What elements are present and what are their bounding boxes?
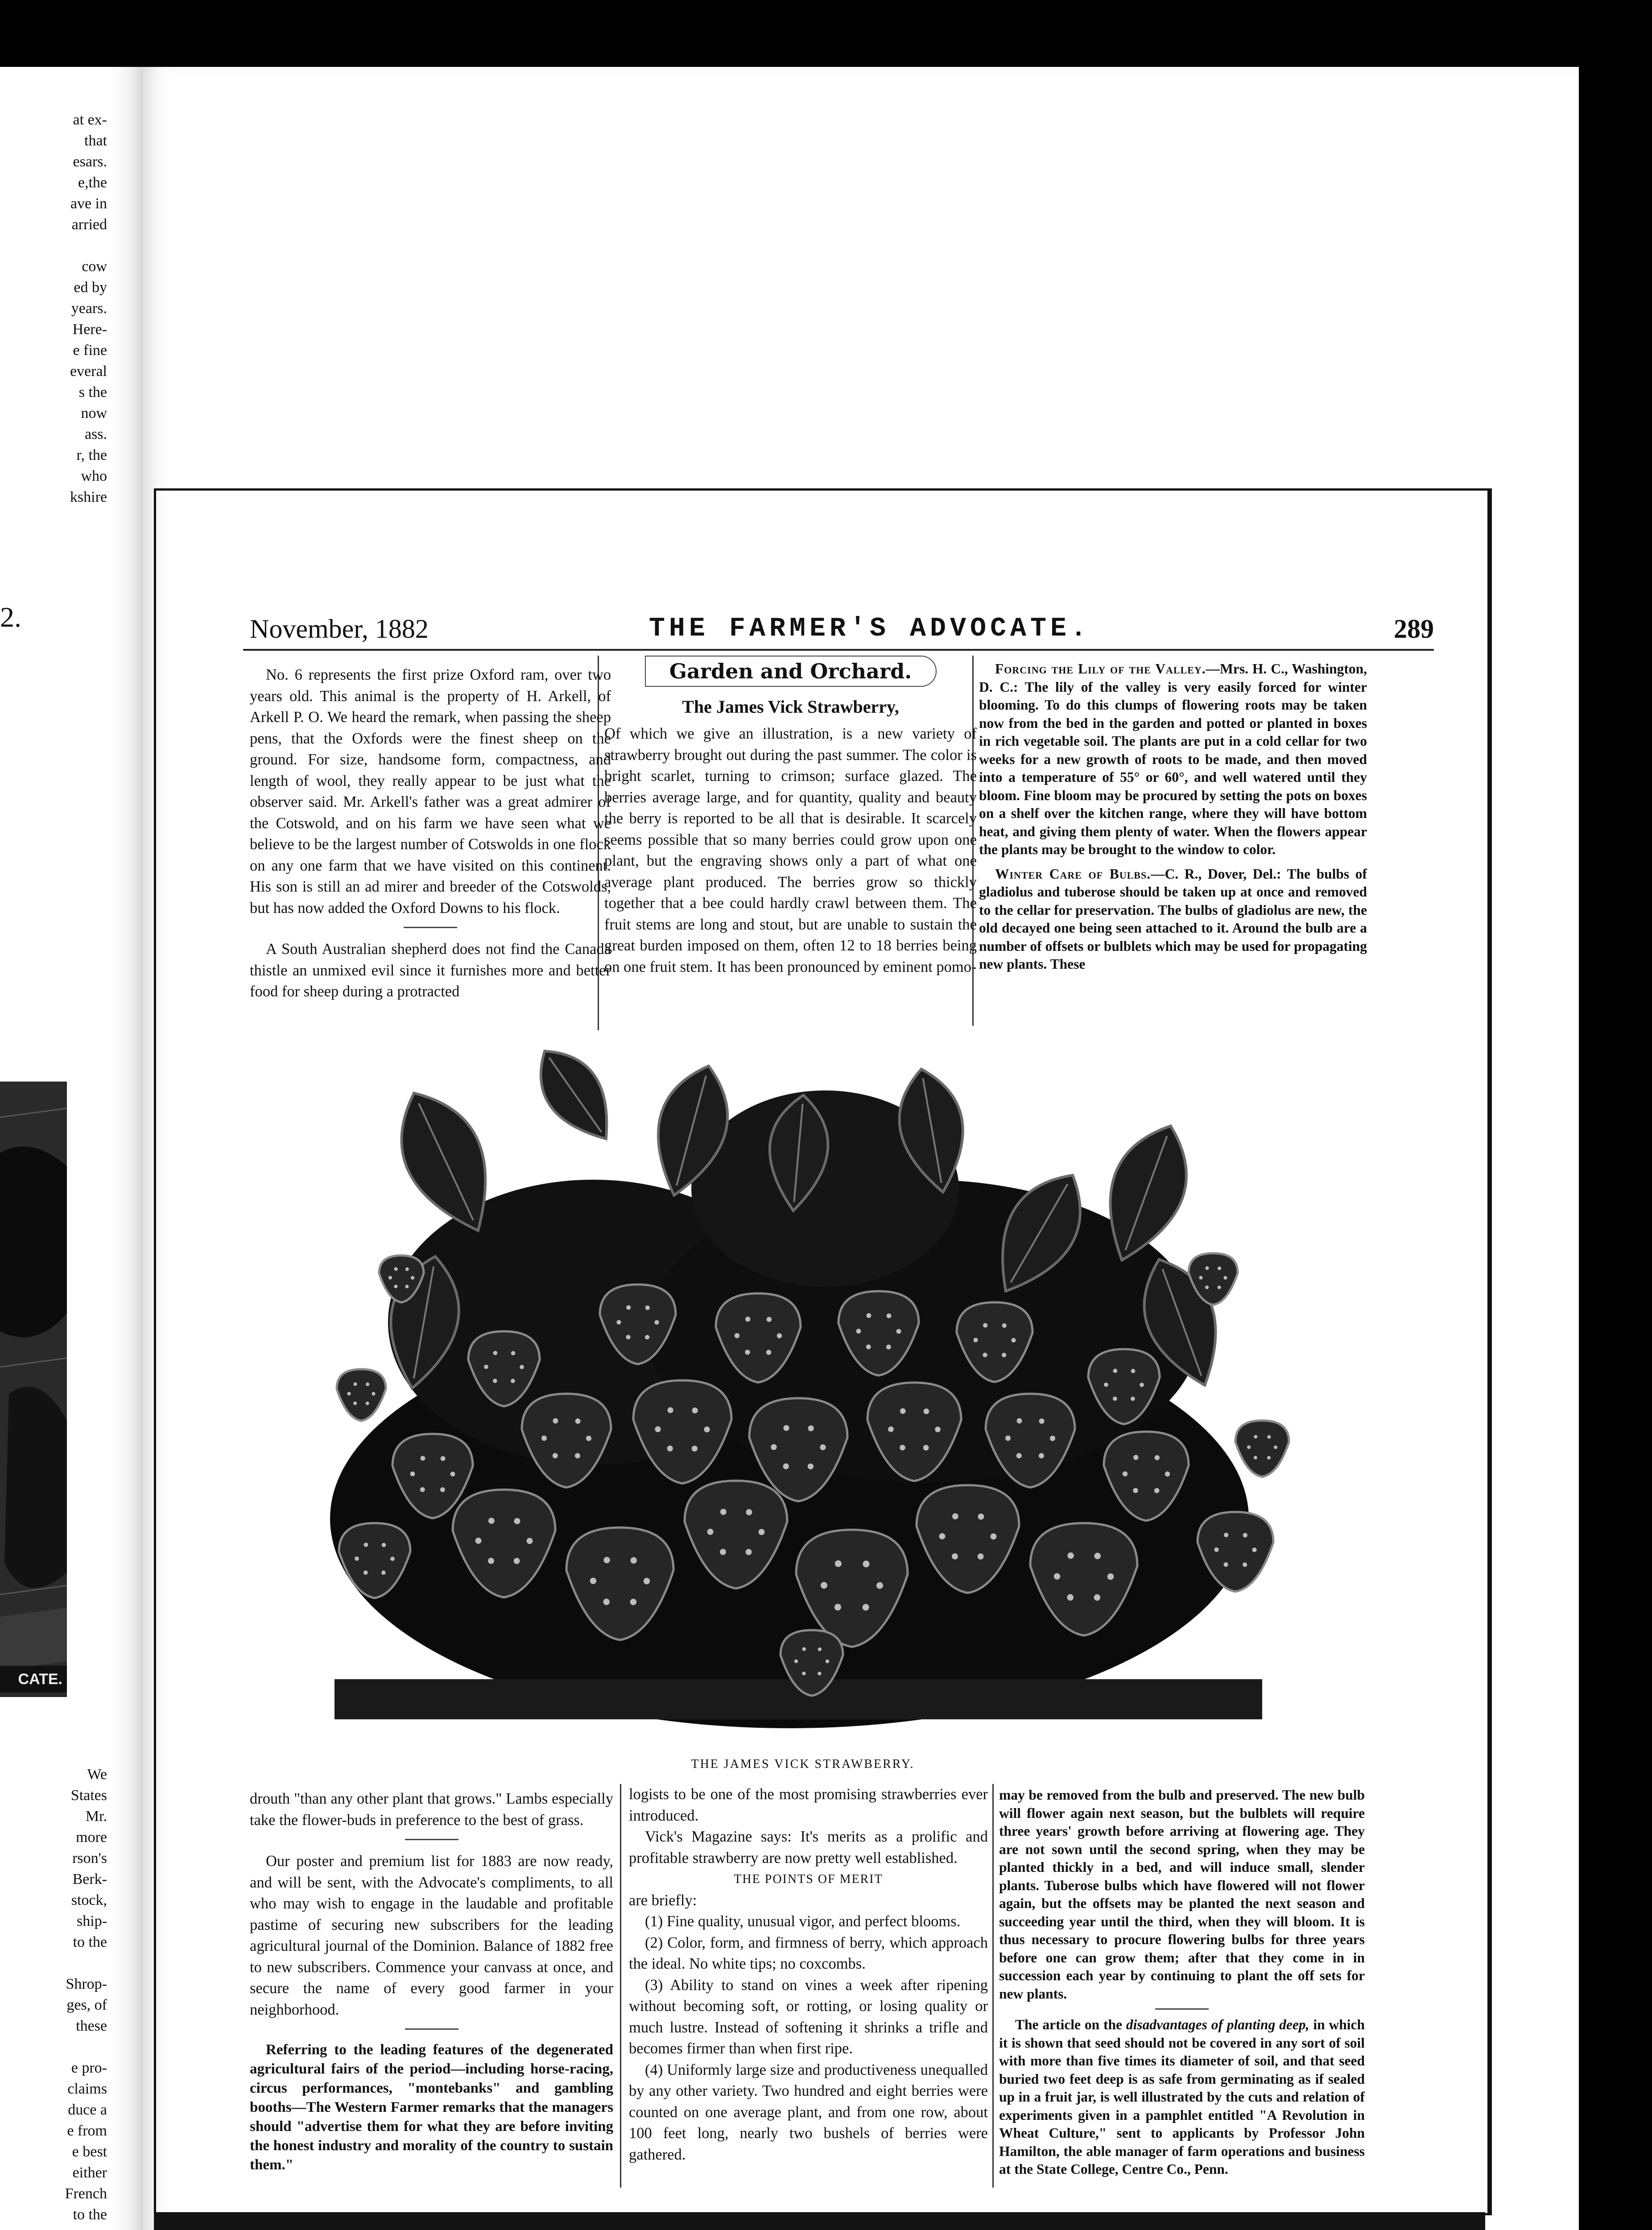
berry-seed xyxy=(631,1557,637,1563)
left-page-line: r, the xyxy=(76,447,107,463)
berry-seed xyxy=(735,1333,739,1338)
berry-seed xyxy=(355,1557,359,1561)
left-page-line: to the xyxy=(73,2206,107,2223)
berry-seed xyxy=(924,1408,929,1414)
berry-seed xyxy=(645,1305,650,1310)
berry-seed xyxy=(488,1558,494,1564)
column-rule xyxy=(620,1784,621,2188)
berry-seed xyxy=(983,1353,987,1357)
berry-seed xyxy=(766,1350,771,1355)
left-page-line: e from xyxy=(67,2123,107,2139)
left-page-line: cow xyxy=(82,258,107,275)
berry-seed xyxy=(1274,1445,1277,1449)
page-frame-shadow xyxy=(154,2212,1485,2230)
section-divider xyxy=(405,2028,458,2030)
berry-seed xyxy=(1133,1488,1138,1493)
berry-seed xyxy=(952,1553,958,1560)
promising-paragraph: logists to be one of the most promising strawberries ever introduced. xyxy=(629,1786,988,1824)
berry-seed xyxy=(366,1401,369,1405)
berry-seed xyxy=(364,1543,368,1547)
berry-seed xyxy=(1224,1533,1228,1537)
book-edge xyxy=(1579,0,1652,2230)
berry-seed xyxy=(354,1382,357,1386)
issue-date: November, 1882 xyxy=(250,614,429,644)
left-page-line: Berk- xyxy=(72,1871,107,1887)
berry-seed xyxy=(372,1392,376,1396)
left-page-line: to the xyxy=(73,1934,107,1950)
berry-seed xyxy=(1094,1594,1100,1601)
berry-seed xyxy=(1267,1435,1271,1439)
left-page-number-fragment: 2. xyxy=(0,601,21,633)
left-page-line: years. xyxy=(71,300,107,317)
left-page-line: e fine xyxy=(73,342,107,359)
berry-seed xyxy=(876,1582,883,1589)
berry-seed xyxy=(818,1672,821,1675)
masthead xyxy=(250,611,1434,647)
left-page-cut-label: CATE. xyxy=(0,1666,67,1693)
berry-seed xyxy=(1131,1369,1136,1373)
berry-seed xyxy=(410,1471,415,1476)
berry-seed xyxy=(826,1660,829,1663)
berry-seed xyxy=(759,1529,765,1535)
berry-seed xyxy=(887,1313,892,1318)
berry-seed xyxy=(603,1557,610,1563)
australian-shepherd-paragraph: A South Australian shepherd does not find the Canada thistle an unmixed evil since it furnishes more and better food for sheep during a protracted xyxy=(250,941,611,1000)
left-page-line: Mr. xyxy=(85,1808,107,1825)
left-page-line: We xyxy=(87,1766,107,1783)
left-page-line: ges, of xyxy=(66,1997,107,2013)
column-bulb-notes xyxy=(979,660,1367,974)
bulbs-paragraph: —C. R., Dover, Del.: The bulbs of gladiolus and tuberose should be taken up at once and removed to the cellar for preservation. The bulbs of gladiolus are new, the old decayed one being seen attached to it. Around the bulb are a number of offsets or bulblets which may be used for propagating new plants. These xyxy=(979,866,1367,972)
berry-seed xyxy=(745,1317,750,1321)
left-page-line: stock, xyxy=(71,1892,107,1908)
berry-seed xyxy=(603,1598,610,1605)
berry-seed xyxy=(1002,1323,1007,1328)
berry-seed xyxy=(1113,1369,1118,1373)
berry-seed xyxy=(900,1445,905,1450)
left-page-line: more xyxy=(76,1829,107,1846)
berry-seed xyxy=(783,1425,789,1431)
berry-seed xyxy=(1218,1285,1221,1289)
berry-seed xyxy=(802,1647,806,1651)
oxford-ram-paragraph: No. 6 represents the first prize Oxford ram, over two years old. This animal is the property of H. Arkell, of Arkell P. O. We heard the remark, when passing the sheep pens, that the Oxfords were the finest sheep on the ground. For size, handsome form, compactness, and length of wool, they really appear to be just what the observer said. Mr. Arkell's father was a great admirer of the Cotswold, and on his farm we have seen what we believe to be the largest number of Cotswolds in one flock on any one farm that we have visited on this continent. His son is still an ad mirer and breeder of the Cotswolds, but has now added the Oxford Downs to his flock. xyxy=(250,666,611,917)
strawberry-leaf xyxy=(523,1046,628,1154)
engraving-fragment-svg xyxy=(0,1082,67,1697)
left-page-line: s the xyxy=(78,384,107,401)
vicks-magazine-paragraph: Vick's Magazine says: It's merits as a prolific and profitable strawberry are now pretty well established. xyxy=(629,1828,988,1867)
berry-seed xyxy=(835,1560,842,1567)
berry-seed xyxy=(575,1418,581,1424)
berry-seed xyxy=(746,1509,752,1516)
berry-seed xyxy=(1005,1436,1011,1441)
bulbs-heading: Winter Care of Bulbs. xyxy=(995,866,1151,882)
berry-seed xyxy=(411,1276,414,1280)
berry-seed xyxy=(818,1648,822,1651)
illustration-caption: THE JAMES VICK STRAWBERRY. xyxy=(691,1757,915,1771)
berry-seed xyxy=(1267,1456,1271,1459)
left-page-line: e best xyxy=(72,2143,107,2160)
berry-seed xyxy=(420,1487,425,1492)
berry-seed xyxy=(488,1518,495,1524)
berry-seed xyxy=(867,1313,871,1318)
left-page-line: claims xyxy=(67,2081,107,2097)
column-points-of-merit xyxy=(629,1784,988,2165)
berry-seed xyxy=(616,1320,621,1325)
berry-seed xyxy=(1133,1455,1138,1460)
berry-seed xyxy=(363,1570,368,1575)
berry-seed xyxy=(863,1604,869,1611)
left-page-line: arried xyxy=(71,216,107,233)
berry-seed xyxy=(1131,1396,1135,1401)
berry-seed xyxy=(900,1408,906,1414)
left-page-line: Here- xyxy=(72,321,107,338)
berry-seed xyxy=(707,1529,714,1535)
berry-seed xyxy=(939,1533,946,1540)
berry-seed xyxy=(441,1456,446,1461)
berry-seed xyxy=(667,1407,673,1413)
berry-seed xyxy=(541,1436,547,1441)
berry-seed xyxy=(1016,1418,1022,1424)
left-page-line: ship- xyxy=(77,1913,107,1929)
berry-seed xyxy=(654,1320,659,1325)
berry-seed xyxy=(1123,1471,1127,1476)
left-page-line: who xyxy=(81,468,107,484)
berry-seed xyxy=(484,1365,488,1369)
page-gutter xyxy=(112,67,143,2230)
berry-seed xyxy=(808,1463,814,1469)
berry-seed xyxy=(866,1345,871,1350)
berry-seed xyxy=(821,1582,827,1589)
berry-seed xyxy=(1206,1266,1209,1270)
strawberry-plant-illustration xyxy=(254,1046,1334,1759)
drouth-paragraph: drouth "than any other plant that grows." Lambs especially take the flower-buds in preference to the best of grass. xyxy=(250,1790,613,1829)
berry-seed xyxy=(511,1351,516,1355)
berry-seed xyxy=(1104,1383,1108,1387)
berry-seed xyxy=(381,1570,386,1575)
berry-seed xyxy=(366,1383,369,1386)
berry-seed xyxy=(630,1599,636,1605)
berry-seed xyxy=(1214,1548,1218,1552)
left-page-line: ass. xyxy=(84,426,107,442)
berry-seed xyxy=(1067,1594,1074,1600)
berry-seed xyxy=(856,1329,861,1334)
berry-seed xyxy=(645,1335,649,1339)
left-page-line: kshire xyxy=(70,489,107,505)
berry-seed xyxy=(388,1276,392,1280)
berry-seed xyxy=(1016,1453,1022,1458)
berry-seed xyxy=(1254,1456,1257,1459)
berry-seed xyxy=(952,1513,958,1520)
strawberry-fruit xyxy=(337,1369,386,1421)
berry-seed xyxy=(1050,1436,1055,1441)
planting-deep-paragraph: The article on the disadvantages of planting deep, in which it is shown that seed should not be covered in any sort of soil with more than five times its diameter of soil, and that seed buried two feet deep is as safe from germinating as if sealed up in a fruit jar, is well illustrated by the cuts and relation of experiments given in a pamphlet entitled "A Revolution in Wheat Culture," sent to applicants by Professor John Hamilton, the able manager of farm operations and business at the State College, Centre Co., Penn. xyxy=(999,2017,1365,2177)
berry-seed xyxy=(1011,1338,1016,1342)
berry-seed xyxy=(493,1351,498,1355)
berry-seed xyxy=(973,1338,978,1342)
berry-seed xyxy=(347,1392,351,1396)
left-page-engraving-fragment xyxy=(0,1082,67,1697)
strawberry-fruit xyxy=(1235,1421,1289,1477)
section-divider xyxy=(404,927,457,928)
berry-seed xyxy=(1247,1445,1251,1449)
berry-seed xyxy=(421,1456,425,1461)
berry-seed xyxy=(1205,1285,1209,1289)
berry-seed xyxy=(1243,1562,1247,1567)
left-page-line: e,the xyxy=(78,174,107,191)
berry-seed xyxy=(405,1285,409,1288)
lily-heading: Forcing the Lily of the Valley. xyxy=(995,661,1206,677)
strawberry-engraving xyxy=(254,1046,1334,1759)
berry-seed xyxy=(888,1426,894,1432)
berry-seed xyxy=(991,1533,997,1540)
berry-seed xyxy=(794,1660,798,1663)
left-page-line xyxy=(0,1953,107,1974)
berry-seed xyxy=(802,1672,805,1675)
lily-paragraph: —Mrs. H. C., Washington, D. C.: The lily of the valley is very easily forced for winter blooming. To do this clumps of flowering roots may be taken now from the bed in the garden and potted or planted in boxes in rich vegetable soil. The plants are put in a cold cellar for two weeks for a new growth of roots to be made, and then moved into a temperature of 55° or 60°, and well watered until they bloom. Fine bloom may be procured by setting the pots on boxes on a shelf over the kitchen range, where they will have bottom heat, and giving them plenty of water. When the flowers appear the plants may be brought to the window to color. xyxy=(979,661,1367,857)
left-page-text-top xyxy=(0,109,107,508)
berry-seed xyxy=(626,1335,630,1339)
berry-seed xyxy=(394,1284,397,1288)
berry-seed xyxy=(590,1578,596,1584)
berry-seed xyxy=(783,1463,789,1469)
berry-seed xyxy=(390,1557,395,1561)
berry-seed xyxy=(1223,1562,1228,1567)
merit-item-1: (1) Fine quality, unusual vigor, and perfect blooms. xyxy=(645,1913,961,1930)
berry-seed xyxy=(1067,1553,1074,1559)
berry-seed xyxy=(808,1425,814,1431)
berry-seed xyxy=(1252,1548,1256,1552)
berry-seed xyxy=(511,1379,515,1383)
section-divider xyxy=(405,1839,458,1840)
left-page-line: rson's xyxy=(72,1850,107,1867)
berry-seed xyxy=(405,1268,409,1271)
berry-seed xyxy=(644,1578,650,1584)
berry-seed xyxy=(520,1365,524,1369)
berry-seed xyxy=(692,1408,698,1413)
berry-seed xyxy=(1054,1573,1060,1579)
left-page-line: everal xyxy=(70,363,107,380)
left-page-line: esars. xyxy=(73,153,107,170)
berry-seed xyxy=(886,1345,891,1350)
left-page-line xyxy=(0,2036,107,2057)
berry-seed xyxy=(440,1487,445,1492)
left-page-line: now xyxy=(81,405,107,421)
strawberry-intro-paragraph: Of which we give an illustration, is a new variety of strawberry brought out during the past summer. The color is bright scarlet, turning to crimson; surface glazed. The berries average large, and for quantity, quality and beauty the berry is reported to be all that is desirable. It scarcely seems possible that so many berries could grow upon one plant, but the engraving shows only a part of what one average plant produced. The berries grow so thickly together that a bee could hardly crawl between them. The fruit stems are long and stout, but are unable to sustain the great burden imposed on them, often 12 to 18 berries being on one fruit stem. It has been pronounced by eminent pomo- xyxy=(604,725,977,975)
berry-seed xyxy=(553,1453,558,1458)
premium-list-paragraph: Our poster and premium list for 1883 are now ready, and will be sent, with the Advocate's compliments, to all who may wish to engage in the laudable and profitable pastime of securing new subscribers for the leading agricultural journal of the Dominion. Balance of 1882 free to new subscribers. Commence your canvass at once, and secure the name of every good farmer in your neighborhood. xyxy=(250,1853,613,2018)
berry-seed xyxy=(353,1401,357,1405)
berry-seed xyxy=(1243,1533,1247,1537)
bulbs-continued-paragraph: may be removed from the bulb and preserved. The new bulb will flower again next season, but the bulblets will require three years' growth before arriving at flowering age. They are not sown until the second spring, when they may be planted thickly in a bed, and will induce small, slender plants. Tuberose bulbs which have flowered will not flower again, but the offsets may be planted the next season and succeeding year until the third, when they will bloom. It is thus necessary to procure flowering bulbs for three years before one can grow them; after that they come in in succession each year by continuing to plant the off sets for new plants. xyxy=(999,1787,1365,2002)
left-page-line: these xyxy=(76,2018,107,2034)
berry-seed xyxy=(1155,1455,1160,1460)
berry-seed xyxy=(1154,1488,1159,1493)
column-rule xyxy=(992,1784,994,2188)
berry-seed xyxy=(923,1445,929,1451)
fairs-paragraph: Referring to the leading features of the degenerated agricultural fairs of the period—including horse-racing, circus performances, "montebanks" and gambling booths—The Western Farmer remarks that the managers should "advertise them for what they are before inviting the honest industry and morality of the country to sustain them." xyxy=(250,2042,613,2173)
berry-seed xyxy=(820,1444,826,1450)
section-divider xyxy=(1155,2008,1209,2010)
berry-seed xyxy=(978,1553,984,1560)
left-page-line: States xyxy=(70,1787,107,1804)
berry-seed xyxy=(1199,1276,1203,1280)
berry-seed xyxy=(777,1333,782,1338)
merit-item-4: (4) Uniformly large size and productiveness unequalled by any other variety. Two hundred and eight berries were counted on one average plant, and from one row, about 100 feet long, nearly two bushels of berries were gathered. xyxy=(629,2061,988,2163)
berry-seed xyxy=(745,1350,750,1355)
berry-seed xyxy=(767,1317,772,1322)
berry-seed xyxy=(553,1418,558,1424)
berry-seed xyxy=(1002,1353,1006,1357)
left-page-text-bottom xyxy=(0,1764,107,2225)
berry-seed xyxy=(626,1305,631,1310)
column-advocate-notes xyxy=(250,1788,613,2175)
berry-seed xyxy=(1039,1418,1045,1424)
berry-seed xyxy=(586,1436,591,1441)
berry-seed xyxy=(720,1509,727,1515)
masthead-rule xyxy=(243,649,1434,651)
berry-seed xyxy=(978,1514,984,1520)
article-title: The James Vick Strawberry, xyxy=(682,697,899,717)
column-sheep-notes xyxy=(250,665,611,1003)
berry-seed xyxy=(394,1267,398,1271)
berry-seed xyxy=(1107,1573,1114,1580)
left-page-line xyxy=(0,235,107,256)
left-page-line: e pro- xyxy=(71,2060,107,2076)
berry-seed xyxy=(1094,1553,1101,1559)
berry-seed xyxy=(720,1549,726,1555)
berry-seed xyxy=(1218,1267,1221,1270)
berry-seed xyxy=(746,1549,752,1555)
newspaper-title: THE FARMER'S ADVOCATE. xyxy=(648,614,1091,644)
berry-seed xyxy=(1113,1396,1117,1401)
page-number: 289 xyxy=(1394,614,1434,644)
berry-seed xyxy=(1165,1471,1170,1476)
berry-seed xyxy=(834,1604,841,1611)
berry-seed xyxy=(1224,1276,1227,1280)
berry-seed xyxy=(667,1445,673,1451)
left-page-line: at ex- xyxy=(73,112,107,128)
berry-seed xyxy=(704,1426,710,1432)
berry-seed xyxy=(527,1538,533,1544)
left-page-line: French xyxy=(65,2185,107,2202)
berry-seed xyxy=(1039,1453,1044,1458)
berry-seed xyxy=(771,1444,776,1450)
berry-seed xyxy=(896,1329,901,1334)
berry-seed xyxy=(575,1453,580,1458)
left-page-line: either xyxy=(72,2164,107,2181)
berry-seed xyxy=(1140,1383,1144,1387)
berry-seed xyxy=(935,1427,941,1433)
berry-seed xyxy=(514,1558,520,1564)
berry-seed xyxy=(692,1445,698,1451)
berry-seed xyxy=(493,1379,497,1383)
points-of-merit-subhead: THE POINTS OF MERIT xyxy=(734,1872,883,1886)
merit-item-2: (2) Color, form, and firmness of berry, which approach the ideal. No white tips; no coxcombs. xyxy=(629,1934,988,1972)
section-heading: Garden and Orchard. xyxy=(645,656,937,687)
left-page-line: ed by xyxy=(74,279,107,296)
left-page-line: Shrop- xyxy=(66,1976,107,1992)
column-bulbs-continued xyxy=(999,1786,1365,2179)
berry-seed xyxy=(382,1543,386,1547)
column-strawberry-article xyxy=(604,656,977,978)
left-page-line: duce a xyxy=(68,2102,107,2118)
berry-seed xyxy=(475,1538,482,1544)
berry-seed xyxy=(863,1561,870,1567)
briefly-line: are briefly: xyxy=(629,1891,697,1909)
berry-seed xyxy=(450,1472,455,1477)
left-page-line: ave in xyxy=(70,195,107,212)
berry-seed xyxy=(655,1426,661,1432)
merit-item-3: (3) Ability to stand on vines a week after ripening without becoming soft, or rotting, or losing quality or much lustre. Instead of softening it shrinks a trifle and becomes firmer than when first ripe. xyxy=(629,1976,988,2057)
berry-seed xyxy=(1254,1435,1257,1438)
left-page-line: that xyxy=(84,132,107,149)
berry-seed xyxy=(983,1323,987,1328)
berry-seed xyxy=(514,1518,520,1524)
